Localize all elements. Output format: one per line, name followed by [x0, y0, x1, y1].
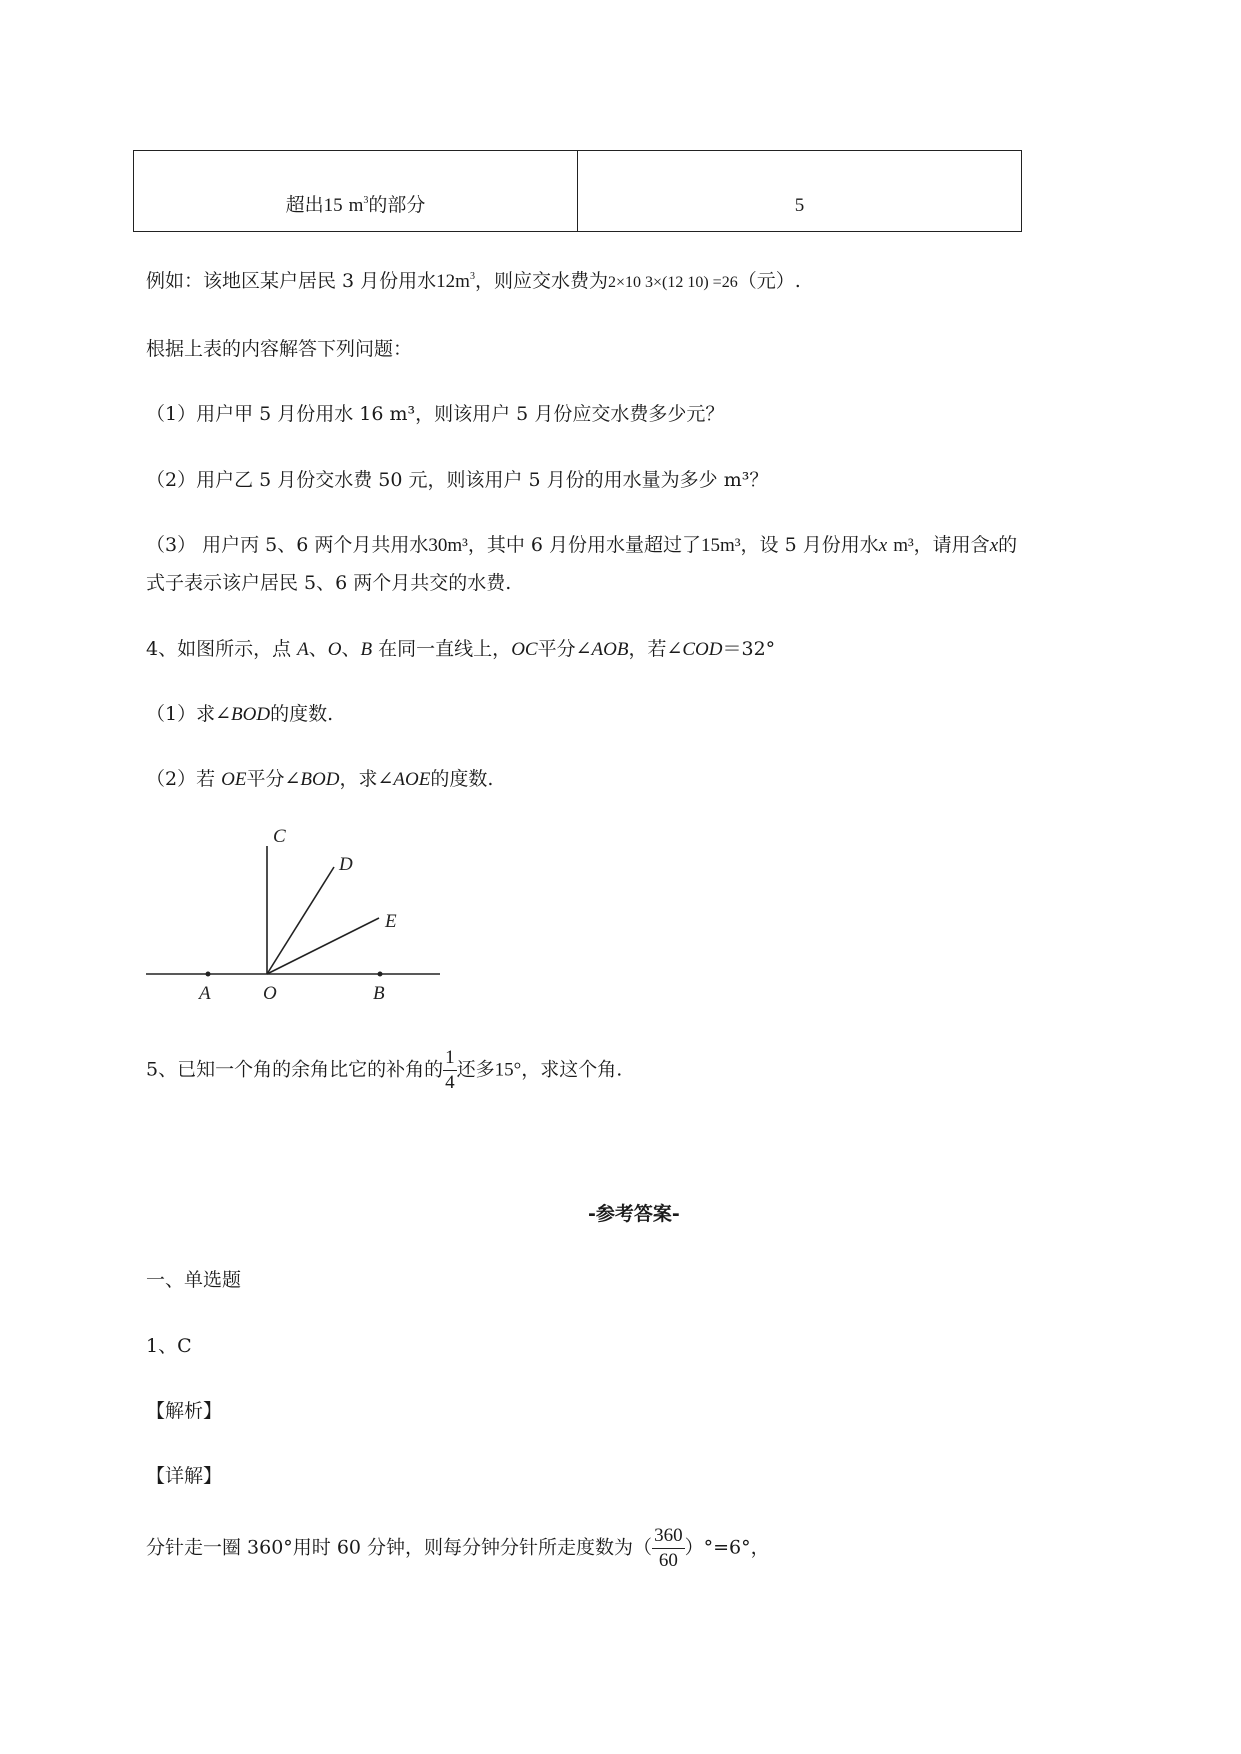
example-line: [146, 266, 801, 293]
question-4-2: [146, 764, 493, 791]
q5-pre: 5、已知一个角的余角比它的补角的: [146, 1058, 444, 1081]
section-heading: 一、单选题: [146, 1269, 242, 1291]
q4-point-a: A: [297, 639, 309, 660]
q5-mid: 还多: [456, 1058, 495, 1081]
question-3-3-line2: 式子表示该户居民 5、6 两个月共交的水费.: [146, 572, 512, 594]
q42-mid: 平分∠: [246, 768, 301, 790]
cell-number: 15: [323, 195, 343, 216]
q4-point-b: B: [360, 639, 373, 660]
q41-post: 的度数.: [270, 703, 334, 725]
question-4-1: [146, 699, 333, 726]
q42-angle-aoe: AOE: [393, 769, 431, 790]
q33-mid1: ，其中 6 月份用水量超过了: [467, 534, 702, 556]
fraction-denominator: 60: [658, 1549, 678, 1571]
angle-figure: [142, 828, 452, 1008]
fraction-360-60: [652, 1524, 685, 1573]
q33-var2: x: [989, 535, 999, 556]
cell-unit-sup: 3: [363, 195, 369, 206]
q33-num2: 15: [701, 535, 721, 556]
explain-pre: 分针走一圈 360°用时 60 分钟，则每分钟分针所走度数为（: [146, 1536, 653, 1559]
example-mid: ，则应交水费为: [474, 270, 608, 292]
label-c: C: [273, 828, 286, 847]
question-5: [146, 1046, 622, 1095]
q42-ray-oe: OE: [221, 769, 247, 790]
q42-post: 的度数.: [430, 768, 494, 790]
cell-unit: m: [348, 195, 364, 216]
q33-post: 的: [998, 534, 1018, 556]
q42-pre: （2）若: [146, 768, 222, 790]
q42-angle-bod: BOD: [300, 769, 340, 790]
q4-pre: 4、如图所示，点: [146, 638, 292, 660]
q5-degree: 15°: [494, 1059, 522, 1081]
q33-unit2: m³: [720, 535, 741, 556]
explain-post: ）°=6°，: [684, 1536, 770, 1559]
question-3-2: （2）用户乙 5 月份交水费 50 元，则该用户 5 月份的用水量为多少 m³？: [146, 469, 769, 491]
q33-pre: （3） 用户丙 5、6 两个月共用水: [146, 534, 429, 556]
q4-mid3: ，若∠: [628, 638, 683, 660]
q4-point-o: O: [327, 639, 342, 660]
label-o: O: [263, 983, 277, 1004]
q4-angle-cod: COD: [682, 639, 723, 660]
table-cell-label: [134, 151, 578, 232]
analysis-label: 【解析】: [146, 1400, 223, 1422]
q4-mid2: 平分∠: [537, 638, 592, 660]
explanation-line: [146, 1524, 770, 1573]
label-a: A: [199, 983, 211, 1004]
q42-mid2: ，求∠: [339, 768, 394, 790]
question-3-3-line1: [146, 530, 1017, 557]
example-unit-sup: 3: [469, 271, 475, 282]
example-post: （元）.: [737, 270, 801, 292]
point-a-dot: [206, 972, 211, 977]
fraction-one-quarter: [443, 1046, 457, 1095]
q5-post: ，求这个角.: [521, 1058, 623, 1081]
answers-title: -参考答案-: [588, 1203, 680, 1225]
cell-text: 超出: [285, 194, 324, 216]
q4-sep1: 、: [308, 638, 328, 660]
answer-item-1: 1、C: [146, 1335, 192, 1357]
q33-mid3: ，请用含: [913, 534, 990, 556]
q33-unit3: m³: [893, 535, 914, 556]
label-d: D: [339, 854, 353, 875]
label-b: B: [373, 983, 385, 1004]
q33-mid2: ，设 5 月份用水: [740, 534, 879, 556]
cell-text-post: 的部分: [368, 194, 426, 216]
fraction-numerator: 1: [443, 1046, 457, 1071]
q41-angle-bod: BOD: [231, 704, 271, 725]
question-4: [146, 634, 775, 661]
q33-unit1: m³: [447, 535, 468, 556]
point-b-dot: [378, 972, 383, 977]
q4-mid: 在同一直线上，: [378, 638, 512, 660]
water-rate-table: [133, 150, 1022, 232]
q4-angle-aob: AOB: [591, 639, 629, 660]
table-cell-value: 5: [578, 151, 1022, 232]
q4-ray-oc: OC: [511, 639, 538, 660]
q33-var: x: [878, 535, 888, 556]
q41-pre: （1）求∠: [146, 703, 232, 725]
fraction-denominator: 4: [445, 1071, 455, 1093]
label-e: E: [385, 911, 397, 932]
example-formula: 2×10 3×(12 10) =26: [607, 274, 738, 291]
example-unit: m: [455, 271, 470, 292]
example-pre: 例如：该地区某户居民 3 月份用水: [146, 270, 437, 292]
intro-text: 根据上表的内容解答下列问题：: [146, 338, 413, 360]
q4-post: ＝32°: [722, 638, 776, 660]
example-num: 12: [436, 271, 456, 292]
q4-sep2: 、: [341, 638, 361, 660]
table-row: [134, 151, 1022, 232]
question-3-1: （1）用户甲 5 月份用水 16 m³，则该用户 5 月份应交水费多少元？: [146, 403, 725, 425]
detail-label: 【详解】: [146, 1465, 223, 1487]
q33-num1: 30: [428, 535, 448, 556]
fraction-numerator: 360: [652, 1524, 685, 1549]
